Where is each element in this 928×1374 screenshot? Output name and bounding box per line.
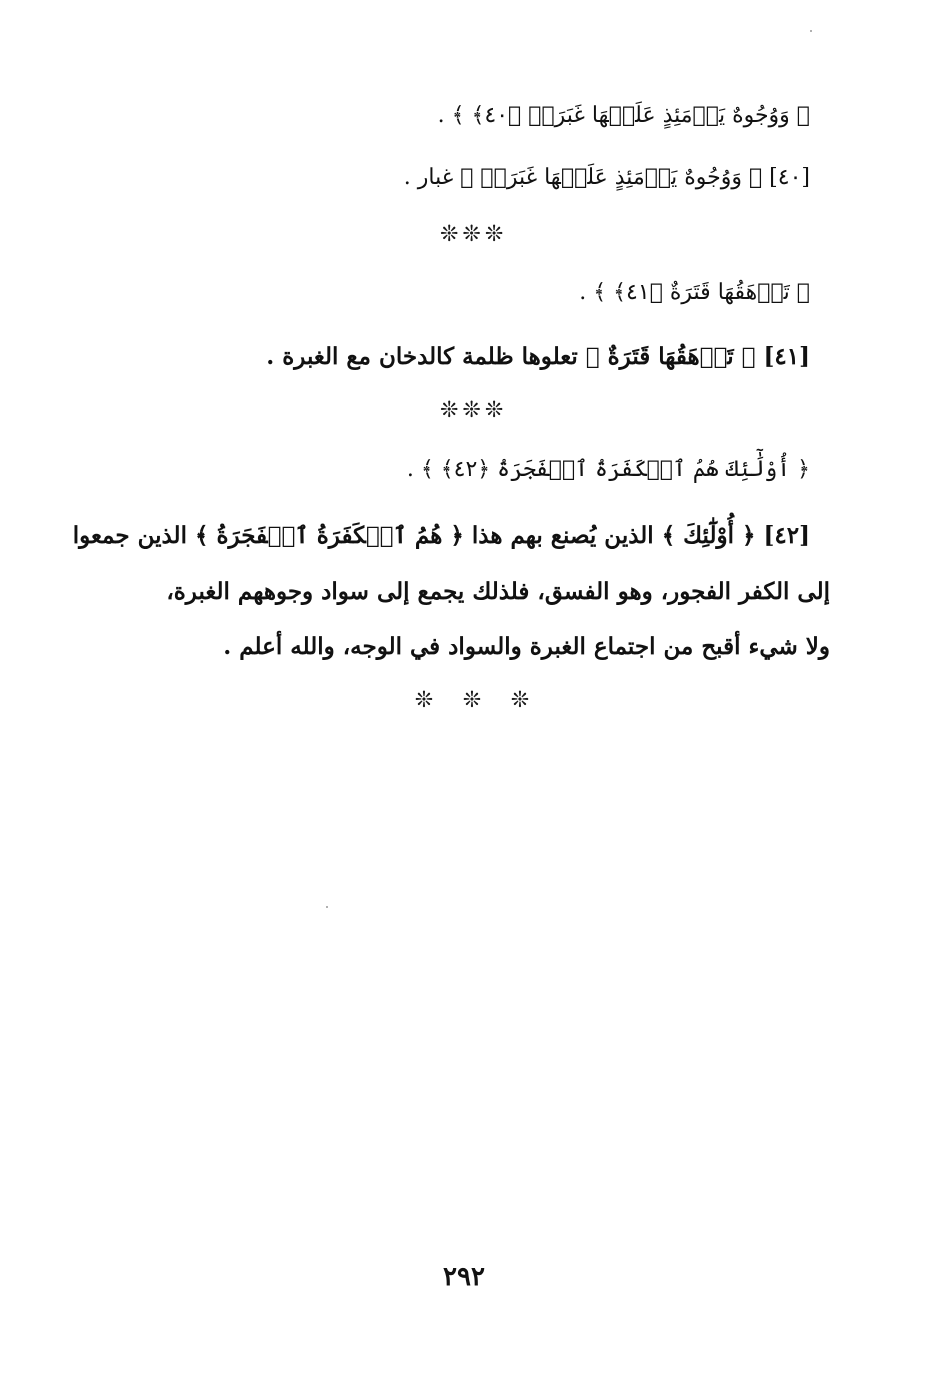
- explanation-42-line-2: إلى الكفر الفجور، وهو الفسق، فلذلك يجمع إلى سواد وجوههم الغبرة،: [166, 578, 830, 605]
- verse-41: ﴿ تَرۡهَقُهَا قَتَرَةٌ ﴿٤١﴾ ﴾ .: [579, 280, 810, 305]
- separator-stars-2: ❊❊❊: [440, 398, 508, 423]
- scan-speck: [810, 30, 812, 32]
- explanation-42-line-1: [٤٢] ﴿ أُوْلَٰٓئِكَ ﴾ الذين يُصنع بهم هذا ﴿ هُمُ ٱلۡكَفَرَةُ ٱلۡفَجَرَةُ ﴾ الذين جمعوا: [72, 522, 810, 549]
- separator-stars-1: ❊❊❊: [440, 222, 508, 247]
- separator-stars-end: [400, 688, 544, 713]
- verse-40: ﴿ وَوُجُوهٌ يَوۡمَئِذٍ عَلَيۡهَا غَبَرَةٞ ﴿٤٠﴾ ﴾ .: [437, 103, 810, 128]
- star-glyph: ❊: [462, 688, 482, 713]
- explanation-41: [٤١] ﴿ تَرۡهَقُهَا قَتَرَةٌ ﴾ تعلوها ظلمة كالدخان مع الغبرة .: [266, 343, 810, 370]
- explanation-42-line-3: ولا شيء أقبح من اجتماع الغبرة والسواد في الوجه، والله أعلم .: [223, 633, 830, 660]
- page-number: ٢٩٢: [443, 1262, 485, 1292]
- scan-speck: [326, 906, 328, 908]
- star-glyph: ❊: [510, 688, 530, 713]
- star-glyph: ❊: [414, 688, 434, 713]
- explanation-40: [٤٠] ﴿ وَوُجُوهٌ يَوۡمَئِذٍ عَلَيۡهَا غَبَرَةٞ ﴾ غبار .: [403, 165, 810, 190]
- verse-42: ﴿ أُوْلَٰٓئِكَ هُمُ ٱلۡكَفَرَةُ ٱلۡفَجَرَةُ ﴿٤٢﴾ ﴾ .: [406, 457, 810, 482]
